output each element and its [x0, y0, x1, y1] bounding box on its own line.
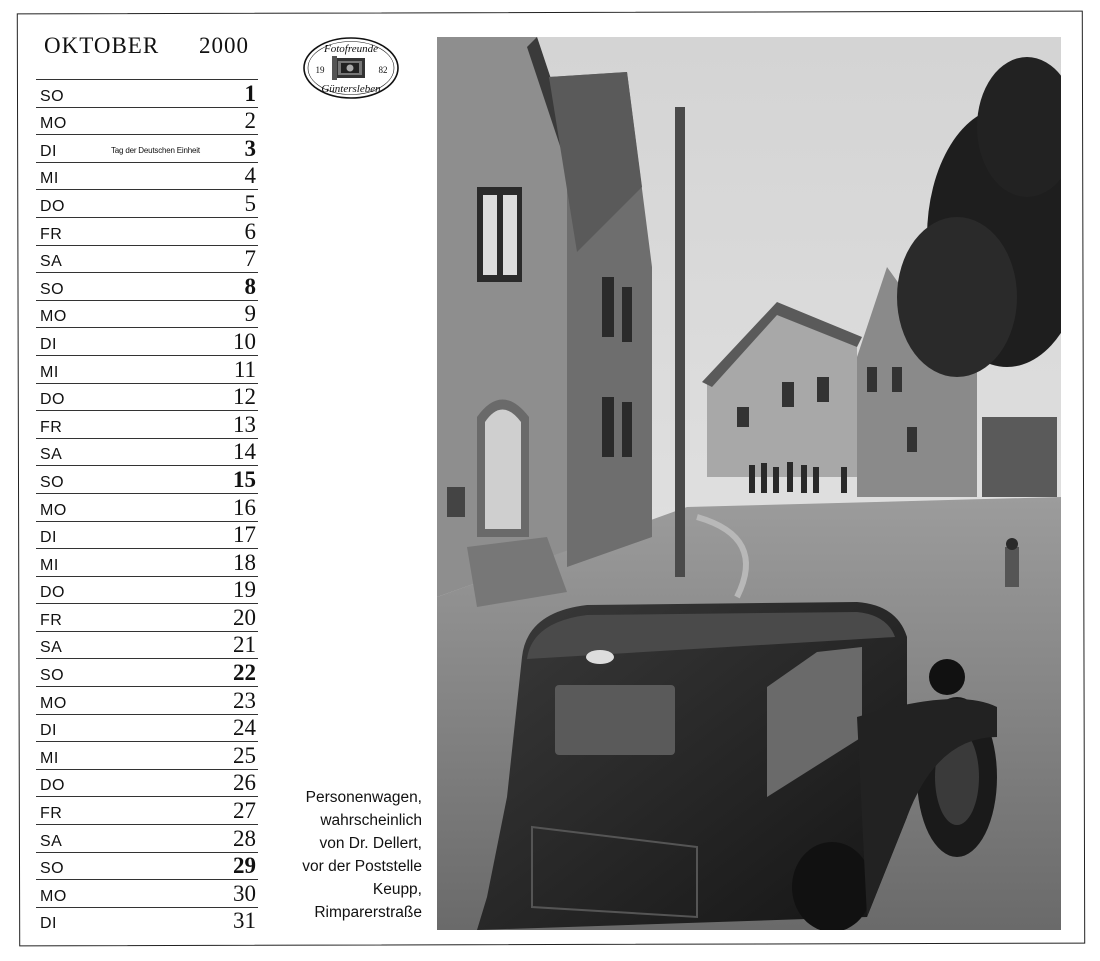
- day-row: [36, 631, 258, 659]
- day-row: [36, 300, 258, 328]
- day-name: DI: [40, 142, 57, 160]
- caption-line: vor der Poststelle: [302, 858, 422, 875]
- telegraph-pole: [675, 107, 685, 577]
- day-name: DI: [40, 915, 57, 933]
- day-name: MI: [40, 170, 59, 188]
- day-number: 30: [233, 880, 256, 906]
- day-name: MO: [40, 694, 67, 712]
- day-number: 11: [233, 356, 256, 382]
- day-number: 22: [233, 660, 256, 686]
- day-row: [36, 107, 258, 135]
- day-name: FR: [40, 805, 63, 823]
- year-title: 2000: [199, 33, 249, 58]
- day-name: DO: [40, 391, 65, 409]
- day-row: [36, 521, 258, 549]
- day-number: 27: [233, 798, 256, 824]
- day-name: DO: [40, 777, 65, 795]
- day-row: [36, 162, 258, 190]
- day-row: [36, 438, 258, 466]
- day-number: 28: [233, 825, 256, 851]
- day-row: [36, 493, 258, 521]
- caption-line: von Dr. Dellert,: [319, 835, 422, 852]
- day-name: MO: [40, 115, 67, 133]
- logo-left-year: 19: [315, 65, 325, 75]
- day-number: 6: [244, 218, 256, 244]
- day-row: [36, 217, 258, 245]
- day-number: 25: [233, 742, 256, 768]
- day-number: 14: [233, 439, 256, 465]
- left-house: [437, 37, 577, 607]
- day-number: 4: [244, 163, 256, 189]
- caption-line: wahrscheinlich: [320, 812, 422, 829]
- day-row: [36, 548, 258, 576]
- day-number: 18: [233, 549, 256, 575]
- day-number: 12: [233, 384, 256, 410]
- day-name: SO: [40, 87, 65, 105]
- day-row: [36, 355, 258, 383]
- day-name: FR: [40, 418, 63, 436]
- day-name: MI: [40, 556, 59, 574]
- day-row: [36, 410, 258, 438]
- day-row: [36, 134, 258, 162]
- day-name: DO: [40, 197, 65, 215]
- day-number: 16: [233, 494, 256, 520]
- day-row: [36, 852, 258, 880]
- day-name: MO: [40, 308, 67, 326]
- day-number: 9: [244, 301, 256, 327]
- day-name: MI: [40, 363, 59, 381]
- day-row: [36, 189, 258, 217]
- historic-street-photo: [437, 37, 1061, 930]
- day-name: DI: [40, 722, 57, 740]
- day-row: [36, 686, 258, 714]
- day-name: SA: [40, 639, 63, 657]
- day-row: [36, 907, 258, 935]
- month-title: OKTOBER: [44, 33, 160, 58]
- day-number: 3: [244, 135, 256, 161]
- day-name: MO: [40, 501, 67, 519]
- caption-line: Keupp,: [372, 881, 422, 898]
- day-number: 10: [233, 328, 256, 354]
- logo-top-text: Fotofreunde: [324, 43, 378, 55]
- day-name: FR: [40, 225, 63, 243]
- logo-right-year: 82: [378, 65, 388, 75]
- day-number: 24: [233, 715, 256, 741]
- day-name: SO: [40, 473, 65, 491]
- day-row: [36, 741, 258, 769]
- day-number: 5: [244, 190, 256, 216]
- day-row: [36, 272, 258, 300]
- day-number: 19: [233, 577, 256, 603]
- day-name: SA: [40, 446, 63, 464]
- day-number: 21: [233, 632, 256, 658]
- day-number: 31: [233, 908, 256, 934]
- day-number: 7: [244, 246, 256, 272]
- day-number: 26: [233, 770, 256, 796]
- day-row: [36, 824, 258, 852]
- day-number: 17: [233, 522, 256, 548]
- day-name: MI: [40, 749, 59, 767]
- day-number: 15: [233, 466, 256, 492]
- day-name: DI: [40, 335, 57, 353]
- caption-line: Rimparerstraße: [314, 904, 422, 921]
- photo-caption: [270, 786, 422, 924]
- day-row: [36, 383, 258, 411]
- day-number: 23: [233, 687, 256, 713]
- day-name: SA: [40, 832, 63, 850]
- day-number: 1: [244, 80, 256, 106]
- day-row: [36, 245, 258, 273]
- day-number: 2: [244, 108, 256, 134]
- day-row: [36, 603, 258, 631]
- day-row: [36, 879, 258, 907]
- day-row: [36, 465, 258, 493]
- day-number: 13: [233, 411, 256, 437]
- logo-bottom-text: Güntersleben: [321, 83, 381, 95]
- fotofreunde-logo: [302, 36, 400, 100]
- day-row: [36, 576, 258, 604]
- day-number: 8: [244, 273, 256, 299]
- caption-line: Personenwagen,: [305, 789, 422, 806]
- day-name: DI: [40, 529, 57, 547]
- day-row: [36, 796, 258, 824]
- day-name: DO: [40, 584, 65, 602]
- day-name: MO: [40, 887, 67, 905]
- day-row: [36, 658, 258, 686]
- day-name: FR: [40, 611, 63, 629]
- day-row: [36, 327, 258, 355]
- day-name: SO: [40, 667, 65, 685]
- day-row: [36, 769, 258, 797]
- day-number: 29: [233, 853, 256, 879]
- day-name: SA: [40, 253, 63, 271]
- day-number: 20: [233, 604, 256, 630]
- day-row: [36, 714, 258, 742]
- day-name: SO: [40, 860, 65, 878]
- day-row: [36, 79, 258, 107]
- holiday-label: Tag der Deutschen Einheit: [111, 145, 200, 155]
- camera-icon: [332, 56, 365, 80]
- day-list: [36, 79, 258, 934]
- day-name: SO: [40, 280, 65, 298]
